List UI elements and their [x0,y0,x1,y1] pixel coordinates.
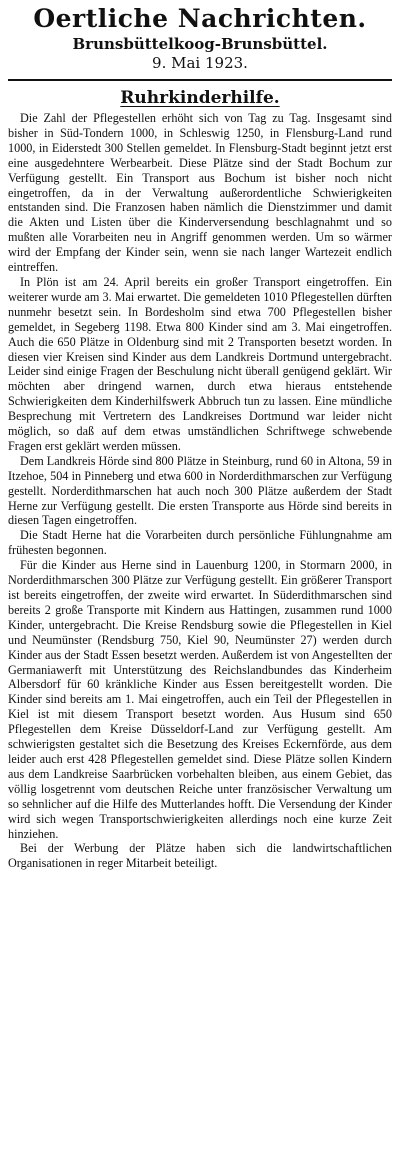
article-paragraph: Für die Kinder aus Herne sind in Lauenburg 1200, in Stormarn 2000, in Norderdithmarschen 300 Plätze zur Verfügung gestellt. Ein größerer Transport ist bereits eingetroffen, der zweite wird erwartet. In Süderdithmarschen sind bereits 2 große Transporte mit Kindern aus Hattingen, zusammen rund 1000 Kinder, untergebracht. Die Kreise Rendsburg sowie die Pflegestellen in Kiel und Neumünster (Rendsburg 750, Kiel 90, Neumünster 27) werden durch Kinder aus der Stadt Essen besetzt werden. Außerdem ist von Angestellten der Germaniawerft mit Unterstützung des Reichslandbundes das Kinderheim Albersdorf für 60 kränkliche Kinder aus Essen bereitgestellt worden. Die Kinder sind bereits am 1. Mai eingetroffen, auch ein Teil der Pflegestellen in Kiel ist mit diesem Transport besetzt worden. Aus Husum sind 650 Pflegestellen dem Kreise Düsseldorf-Land zur Verfügung gestellt. Am schwierigsten gestaltet sich die Besetzung des Kreises Eckernförde, aus dem leider auch erst 428 Pflegestellen gemeldet sind. Diese Plätze sollen Kindern aus dem Landkreise Saarbrücken vorbehalten bleiben, aus einem Gebiet, das völlig losgetrennt vom deutschen Reiche unter französischer Verwaltung um so sehnlicher auf die Hilfe des Mutterlandes hofft. Die Versendung der Kinder wird sich wegen Transportschwierigkeiten allerdings noch eine kurze Zeit hinziehen. [8,558,392,841]
article-paragraph: Die Zahl der Pflegestellen erhöht sich von Tag zu Tag. Insgesamt sind bisher in Süd-Tondern 1000, in Schleswig 1250, in Flensburg-Land rund 1000, in Eiderstedt 300 Stellen gemeldet. In Flensburg-Stadt beginnt jetzt erst eine ausgedehntere Werbearbeit. Diese Plätze sind der Stadt Bochum zur Verfügung gestellt. Ein Transport aus Bochum ist bisher noch nicht eingetroffen, da in der Verwaltung außerordentliche Schwierigkeiten entstanden sind. Die Franzosen haben nämlich die Dienstzimmer und damit die Akten und Listen über die Kinderversendung beschlagnahmt und so mußten alle Vorarbeiten neu in Angriff genommen werden. Um so wärmer wird der Empfang der Kinder sein, wenn sie nach langer Wartezeit endlich eintreffen. [8,111,392,275]
article-paragraph: Dem Landkreis Hörde sind 800 Plätze in Steinburg, rund 60 in Altona, 59 in Itzehoe, 504 in Pinneberg und etwa 600 in Norderdithmarschen zur Verfügung gestellt. Norderdithmarschen hat auch noch 300 Plätze außerdem der Stadt Herne zur Verfügung gestellt. Die ersten Transporte aus Hörde sind bereits in diesen Tagen eingetroffen. [8,453,392,528]
article-heading: Ruhrkinderhilfe. [120,88,280,108]
article-paragraph: Bei der Werbung der Plätze haben sich die landwirtschaftlichen Organisationen in reger Mitarbeit beteiligt. [8,841,392,871]
article-paragraph: Die Stadt Herne hat die Vorarbeiten durch persönliche Fühlungnahme am frühesten begonnen. [8,528,392,558]
article-body [8,111,392,871]
article-paragraph: In Plön ist am 24. April bereits ein großer Transport eingetroffen. Ein weiterer wurde am 3. Mai erwartet. Die gemeldeten 1010 Pflegestellen dürften nunmehr besetzt sein. In Bordesholm sind etwa 700 Pflegestellen bisher gemeldet, in Segeberg 1198. Etwa 800 Kinder sind am 3. Mai eingetroffen. Auch die 650 Plätze in Oldenburg sind mit 2 Transporten besetzt worden. In diesen vier Kreisen sind Kinder aus dem Landkreis Dortmund untergebracht. Leider sind einige Fragen der Beschulung nicht überall genügend geklärt. Wir möchten aber dringend warnen, durch etwa hieraus entstehende Schwierigkeiten dem Kinderhilfswerk Abbruch tun zu lassen. Eine mündliche Besprechung mit Vertretern des Landkreises Dortmund war leider nicht möglich, so daß auf dem etwas umständlichen Schriftwege schwebende Fragen erst geklärt werden müssen. [8,274,392,453]
location-subtitle: Brunsbüttelkoog-Brunsbüttel. [72,35,328,53]
page-title: Oertliche Nachrichten. [33,4,367,33]
dateline: 9. Mai 1923. [152,54,248,72]
header-divider [8,79,392,81]
page-header [8,4,392,73]
